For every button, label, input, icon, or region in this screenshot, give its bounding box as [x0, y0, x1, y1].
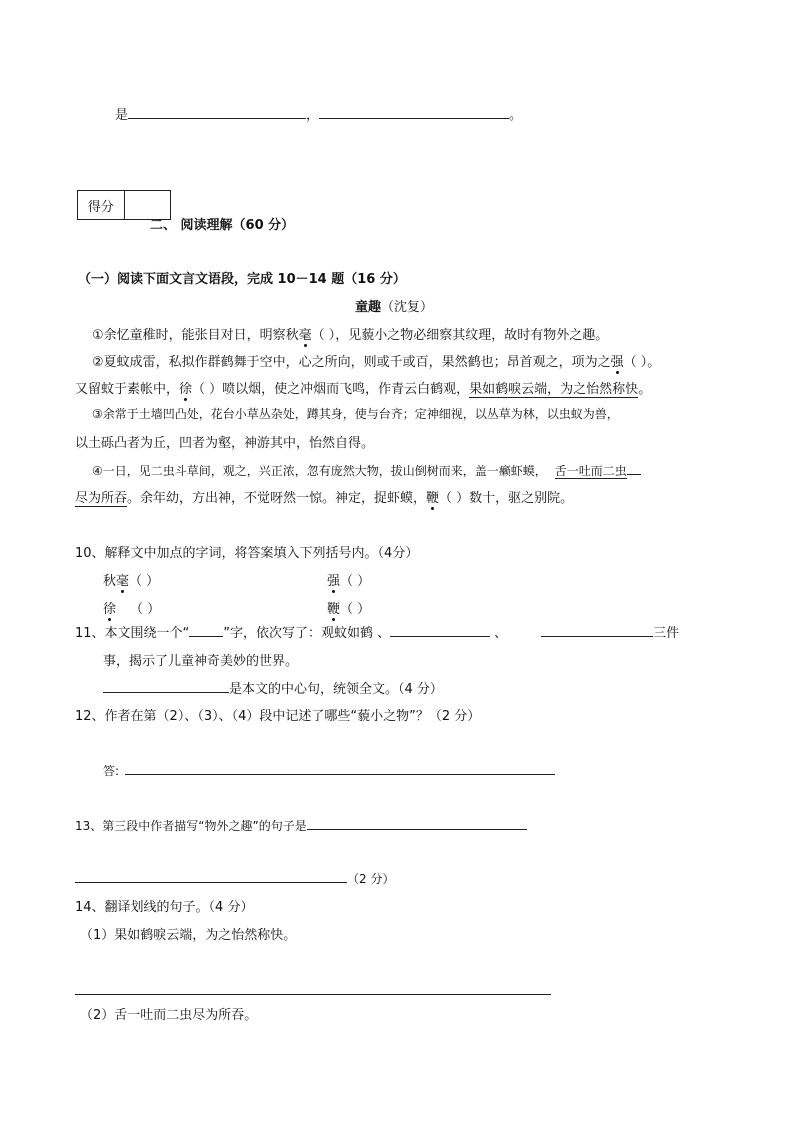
- q11-line-2: 事，揭示了儿童神奇美妙的世界。: [103, 654, 299, 669]
- paragraph-3: ③余常于土墙凹凸处，花台小草丛杂处，蹲其身，使与台齐；定神细视，以丛草为林，以虫蚁为兽，: [92, 407, 619, 421]
- q11-text-b: ”字，依次写了：观蚊如鹤 、: [223, 626, 391, 641]
- p2-text-a: ②夏蚊成雷，私拟作群鹤舞于空中，心之所向，则或千或百，果然鹤也；昂首观之，项为之: [92, 355, 611, 370]
- question-10: 10、解释文中加点的字词，将答案填入下列括号内。（4分）: [75, 546, 419, 561]
- q11-text-d: 三件: [653, 626, 680, 641]
- q10-item-2-answer[interactable]: （ ）: [340, 574, 371, 589]
- q10-item-4-answer[interactable]: （ ）: [340, 602, 371, 617]
- blank-1[interactable]: [128, 104, 306, 119]
- q10-item-2: [327, 570, 370, 589]
- part1-heading: （一）阅读下面文言文语段，完成 10－14 题（16 分）: [78, 272, 406, 287]
- q14-sentence-1: （1）果如鹤唳云端，为之怡然称快。: [80, 928, 297, 943]
- q14-sentence-2: （2）舌一吐而二虫尽为所吞。: [80, 1008, 258, 1023]
- q11-line-3: [103, 678, 443, 697]
- q13-answer-line-1[interactable]: [307, 815, 527, 830]
- p1-dotted-char: 毫: [299, 324, 312, 343]
- q11-line-3-text: 是本文的中心句，统领全文。（4 分）: [229, 682, 443, 697]
- p4b-text-b: （ ）数十，驱之别院。: [439, 491, 574, 506]
- q10-item-1: [103, 570, 159, 589]
- q10-item-1-pre: 秋: [103, 574, 117, 589]
- p2b-text-b: （ ）喷以烟，使之冲烟而飞鸣，作青云白鹤观，: [192, 382, 470, 397]
- q11-blank-char[interactable]: [189, 622, 223, 637]
- passage-title-text: 童趣: [355, 300, 382, 315]
- p4b-dotted-char: 鞭: [426, 487, 439, 506]
- underlined-sentence-2a: 舌一吐而二虫: [554, 464, 627, 478]
- blank-2[interactable]: [319, 104, 509, 119]
- passage-title: [355, 296, 433, 315]
- section-title: 二、 阅读理解（60 分）: [150, 218, 295, 233]
- q10-item-3-answer[interactable]: （ ）: [130, 602, 161, 617]
- paragraph-3-line2: 以土砾凸者为丘，凹者为壑，神游其中，怡然自得。: [75, 436, 375, 451]
- p4b-text-a: 。余年幼，方出神，不觉呀然一惊。神定，捉虾蟆，: [127, 491, 427, 506]
- score-label: 得分: [87, 199, 114, 215]
- passage-author: （沈复）: [381, 300, 434, 315]
- q14-answer-line[interactable]: [75, 980, 551, 995]
- q10-item-4-dotted: 鞭: [327, 598, 340, 617]
- q10-item-1-dotted: 毫: [116, 570, 129, 589]
- q11-blank-4[interactable]: [103, 678, 229, 693]
- q12-answer-line[interactable]: [125, 760, 555, 775]
- q11-text-a: 11、本文围绕一个“: [75, 626, 190, 641]
- paragraph-4-line2: [75, 487, 573, 506]
- p4-text-a: ④一日，见二虫斗草间，观之，兴正浓，忽有庞然大物，拔山倒树而来，盖一癞虾蟆，: [92, 464, 547, 478]
- q13-answer-line-2[interactable]: [75, 868, 347, 883]
- q10-item-4: [327, 598, 370, 617]
- question-13: [75, 815, 527, 834]
- question-11: [75, 622, 679, 641]
- q10-item-3: [103, 598, 160, 617]
- top-prefix: 是: [115, 108, 129, 123]
- q12-answer-row: [103, 760, 555, 779]
- p2-text-b: （ ）。: [623, 355, 661, 370]
- q11-blank-2[interactable]: [390, 622, 490, 637]
- q13-score: （2 分）: [347, 872, 395, 886]
- question-12: 12、作者在第（2）、（3）、（4）段中记述了哪些“藐小之物”？（2 分）: [75, 709, 481, 724]
- underline-tail: [627, 460, 641, 475]
- paragraph-2: [92, 351, 660, 370]
- q10-item-2-dotted: 强: [327, 570, 340, 589]
- paragraph-2-line2: [75, 378, 651, 397]
- q11-text-c: 、: [494, 626, 508, 641]
- top-comma: ，: [306, 108, 320, 123]
- q10-item-1-answer[interactable]: （ ）: [129, 574, 160, 589]
- underlined-sentence-1: 果如鹤唳云端，为之怡然称快: [469, 382, 639, 397]
- q10-item-3-dotted: 徐: [103, 598, 116, 617]
- q12-answer-label: 答:: [103, 764, 120, 778]
- p1-text-b: （ ），见藐小之物必细察其纹理，故时有物外之趣。: [311, 328, 609, 343]
- p2-dotted-char: 强: [611, 351, 624, 370]
- q11-blank-3[interactable]: [541, 622, 653, 637]
- p2b-dotted-char: 徐: [179, 378, 192, 397]
- q14-answer-line-1: [75, 980, 551, 999]
- top-fill-line: [115, 104, 522, 123]
- underlined-sentence-2b: 尽为所吞: [75, 491, 128, 506]
- q13-text: 13、第三段中作者描写“物外之趣”的句子是: [75, 819, 307, 833]
- top-end: 。: [509, 108, 523, 123]
- p2b-text-c: 。: [638, 382, 652, 397]
- paragraph-1: [92, 324, 608, 343]
- p1-text-a: ①余忆童稚时，能张目对日，明察秋: [92, 328, 299, 343]
- p2b-text-a: 又留蚊于素帐中，: [75, 382, 180, 397]
- q13-line-2: [75, 868, 394, 887]
- paragraph-4: [92, 460, 641, 479]
- question-14: 14、翻译划线的句子。（4 分）: [75, 900, 254, 915]
